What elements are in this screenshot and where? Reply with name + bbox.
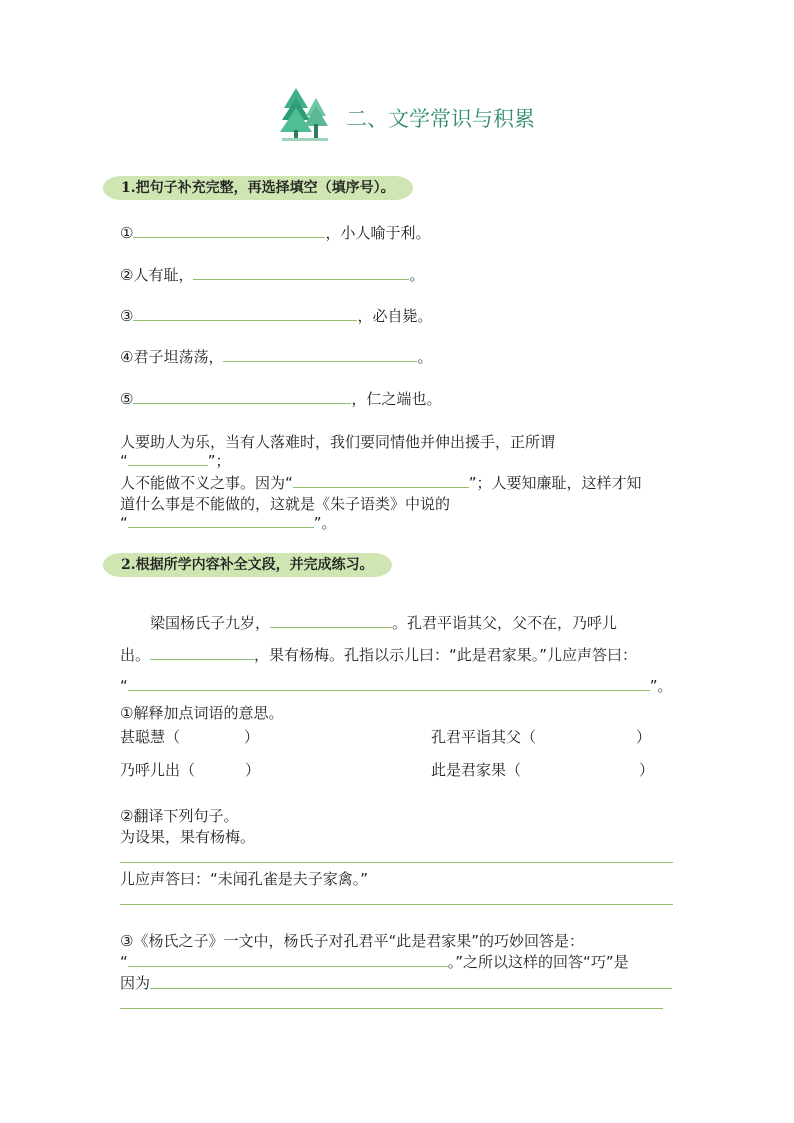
q2-sub3-line-3 [120,972,150,993]
q1-item-5-blank[interactable] [133,389,351,404]
question-2-tag: 2.根据所学内容补全文段，并完成练习。 [103,553,392,577]
q2-sub3-line-2 [120,951,629,972]
q1-item-4-blank[interactable] [223,347,417,362]
q2-sub2-answer-line-2[interactable] [120,904,673,905]
q2-sub2-sentence-1: 为设果，果有杨梅。 [120,828,256,846]
q2-sub1-word-1-label: 甚聪慧（ [120,728,181,746]
q1-para-line-4: 道什么事是不能做的，这就是《朱子语类》中说的 [120,495,451,513]
q1-para-line-3-a: 人不能做不义之事。因为“ [120,474,293,492]
q2-passage-line-1 [150,612,617,633]
q2-sub3-answer-line-1[interactable] [150,988,672,989]
q2-passage-blank-1[interactable] [270,613,392,628]
q1-item-3-prefix: ③ [120,307,134,325]
q1-item-3-suffix: ，必自毙。 [357,307,433,325]
q2-passage-line-1-b: 。孔君平诣其父，父不在，乃呼儿 [392,614,618,632]
page-title: 二、文学常识与积累 [346,107,535,131]
q2-passage-close-quote: ”。 [649,677,673,695]
q1-item-2 [120,264,424,285]
q2-passage-line-2-b: ，果有杨梅。孔指以示儿曰：“此是君家果。”儿应声答曰： [254,646,638,664]
q2-passage-line-2-a: 出。 [120,646,151,664]
q2-passage-line-3 [120,675,673,696]
q2-sub1-word-2-label: 孔君平诣其父（ [431,728,537,746]
q1-para-line-1: 人要助人为乐，当有人落难时，我们要同情他并伸出援手，正所谓 [120,433,556,451]
q1-item-3-blank[interactable] [133,306,357,321]
q1-para-line-3 [120,472,642,493]
q1-item-2-blank[interactable] [193,265,409,280]
q1-item-5-prefix: ⑤ [120,390,134,408]
pine-tree-icon [280,86,332,142]
q1-para-open-quote-2: “ [120,514,128,532]
q2-sub3-line-2-rest: 。”之所以这样的回答“巧”是 [447,953,629,971]
q1-item-1-suffix: ，小人喻于利。 [325,224,431,242]
q2-sub1-word-4 [431,759,654,780]
q2-sub3-blank-1[interactable] [128,952,448,967]
q1-item-3 [120,305,432,326]
q2-sub1-word-3 [120,759,260,780]
q2-sub2-answer-line-1[interactable] [120,862,673,863]
q2-passage-line-2 [120,644,637,665]
q2-sub3-because: 因为 [120,974,151,992]
q2-sub1-word-1-close: ） [244,728,260,746]
q2-sub1-word-4-label: 此是君家果（ [431,761,522,779]
q2-sub1-word-2 [431,726,651,747]
q1-para-line-5 [120,512,337,533]
q2-passage-line-1-a: 梁国杨氏子九岁， [150,614,271,632]
q2-sub2-sentence-2: 儿应声答曰：“未闻孔雀是夫子家禽。” [120,870,369,888]
q2-passage-blank-2[interactable] [150,645,254,660]
q2-sub1-word-3-label: 乃呼儿出（ [120,761,196,779]
q1-para-blank-3[interactable] [128,513,314,528]
q1-item-2-prefix: ②人有耻， [120,266,194,284]
q1-para-close-quote-2: ”。 [313,514,337,532]
q1-item-2-suffix: 。 [409,266,425,284]
q2-sub3-open-quote: “ [120,953,128,971]
q1-item-4 [120,346,432,367]
q1-item-5-suffix: ，仁之端也。 [351,390,442,408]
q2-sub1-word-3-close: ） [245,761,261,779]
q2-sub1-word-2-close: ） [636,728,652,746]
q1-item-4-prefix: ④君子坦荡荡， [120,348,224,366]
q1-item-5 [120,388,441,409]
q2-sub1-word-4-close: ） [639,761,655,779]
question-1-tag: 1.把句子补充完整，再选择填空（填序号）。 [103,176,413,200]
q1-para-close-quote: ”； [207,452,231,470]
q1-item-1-prefix: ① [120,224,134,242]
q1-para-open-quote: “ [120,452,128,470]
q2-sub2-title: ②翻译下列句子。 [120,807,239,825]
q2-passage-open-quote: “ [120,677,128,695]
q1-para-blank-1[interactable] [128,451,208,466]
q1-item-4-suffix: 。 [417,348,433,366]
q2-sub1-word-1 [120,726,259,747]
q2-sub3-line-1: ③《杨氏之子》一文中，杨氏子对孔君平“此是君家果”的巧妙回答是： [120,932,584,950]
q2-passage-blank-3[interactable] [128,676,650,691]
q1-para-line-2 [120,450,231,471]
q2-sub1-title: ①解释加点词语的意思。 [120,704,284,722]
q1-para-blank-2[interactable] [293,473,469,488]
q1-item-1-blank[interactable] [133,223,325,238]
q2-sub3-answer-line-2[interactable] [120,1008,663,1009]
q1-item-1 [120,222,430,243]
q1-para-line-3-b: ”；人要知廉耻，这样才知 [468,474,642,492]
